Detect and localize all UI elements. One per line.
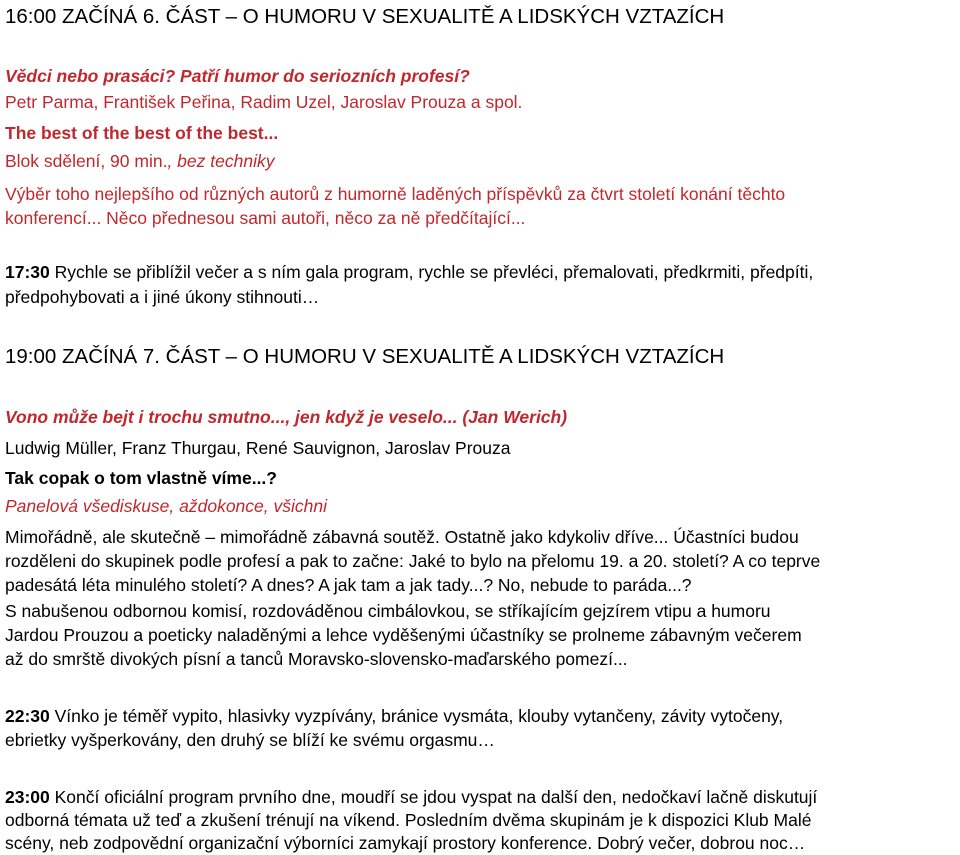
night-2230-text: Vínko je téměř vypito, hlasivky vyzpívány, bránice vysmáta, klouby vytančeny, závity vytočeny,: [49, 706, 784, 726]
night-2300-time: 23:00: [5, 787, 50, 807]
evening-1730-text: Rychle se přiblížil večer a s ním gala program, rychle se převléci, přemalovati, předkrmiti, předpíti,: [49, 262, 814, 282]
part6-format: [5, 149, 274, 173]
part6-heading: 16:00 ZAČÍNÁ 6. ČÁST – O HUMORU V SEXUALITĚ A LIDSKÝCH VZTAZÍCH: [5, 5, 725, 28]
part6-subtitle: The best of the best of the best...: [5, 123, 279, 143]
part7-paragraph2-line2: Jardou Prouzou a poeticky naladěnými a lehce vyděšenými účastníky se prolneme zábavným večerem: [5, 625, 802, 645]
part6-speakers: Petr Parma, František Peřina, Radim Uzel, Jaroslav Prouza a spol.: [5, 92, 523, 112]
part7-paragraph2-line1: S nabušenou odbornou komisí, rozdováděnou cimbálovkou, se stříkajícím gejzírem vtipu a humoru: [5, 601, 771, 621]
part6-description-line2: konferencí... Něco přednesou sami autoři, něco za ně předčítající...: [5, 208, 526, 228]
evening-1730-line2: předpohybovati a i jiné úkony stihnouti…: [5, 287, 320, 307]
part6-description-line1: Výběr toho nejlepšího od různých autorů z humorně laděných příspěvků za čtvrt století konání těchto: [5, 184, 786, 204]
part7-paragraph1-line3: padesátá léta minulého století? A dnes? A jak tam a jak tady...? No, nebude to paráda...?: [5, 575, 692, 595]
night-2300-line3: scény, neb zodpovědní organizační výborníci zamykají prostory konference. Dobrý večer, dobrou noc…: [5, 833, 806, 853]
part7-talk-title: Vono může bejt i trochu smutno..., jen když je veselo... (Jan Werich): [5, 407, 568, 427]
night-2230-time: 22:30: [5, 706, 50, 726]
night-2230-line1: [5, 704, 783, 728]
part6-talk-title: Vědci nebo prasáci? Patří humor do seriozních profesí?: [5, 66, 470, 86]
part7-paragraph1-line2: rozděleni do skupinek podle profesí a pak to začne: Jaké to bylo na přelomu 19. a 20. století? A co teprve: [5, 551, 821, 571]
night-2300-text: Končí oficiální program prvního dne, moudří se jdou vyspat na další den, nedočkaví lačně diskutují: [49, 787, 818, 807]
part7-question: Tak copak o tom vlastně víme...?: [5, 468, 277, 488]
evening-1730-line1: [5, 260, 813, 284]
part7-format: Panelová všediskuse, aždokonce, všichni: [5, 496, 327, 516]
night-2300-line1: [5, 785, 817, 809]
night-2300-line2: odborná témata už teď a zkušení trénují na víkend. Posledním dvěma skupinám je k dispozici Klub Malé: [5, 810, 812, 830]
part7-speakers: Ludwig Müller, Franz Thurgau, René Sauvignon, Jaroslav Prouza: [5, 438, 511, 458]
part6-format-suffix: , bez techniky: [167, 151, 275, 171]
night-2230-line2: ebrietky vyšperkovány, den druhý se blíží ke svému orgasmu…: [5, 730, 495, 750]
evening-1730-time: 17:30: [5, 262, 50, 282]
part7-paragraph2-line3: až do smrště divokých písní a tanců Moravsko-slovensko-maďarského pomezí...: [5, 649, 628, 669]
part7-heading: 19:00 ZAČÍNÁ 7. ČÁST – O HUMORU V SEXUALITĚ A LIDSKÝCH VZTAZÍCH: [5, 345, 725, 368]
part7-paragraph1-line1: Mimořádně, ale skutečně – mimořádně zábavná soutěž. Ostatně jako kdykoliv dříve... Účastníci budou: [5, 527, 799, 547]
part6-format-prefix: Blok sdělení, 90 min.: [5, 151, 168, 171]
